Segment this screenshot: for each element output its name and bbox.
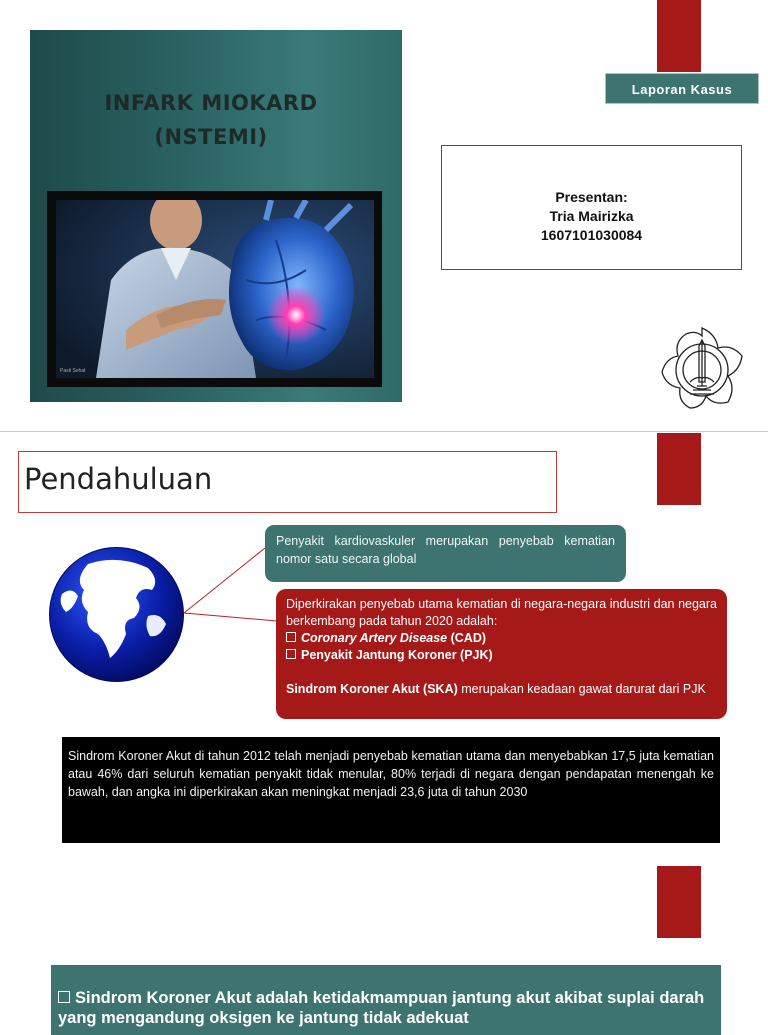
list-item-pjk: [286, 647, 717, 664]
ska-sentence: [286, 681, 717, 698]
university-logo-icon: [656, 322, 748, 414]
heart-attack-illustration: [56, 200, 374, 378]
ska-rest: merupakan keadaan gawat darurat dari PJK: [457, 682, 706, 696]
list-item-cad: [286, 630, 717, 647]
presenter-label: Presentan:: [555, 189, 628, 205]
title-line-2: (NSTEMI): [154, 125, 268, 149]
red-tab-top: [657, 0, 701, 72]
heart-attack-photo: [56, 200, 374, 378]
cad-term: Coronary Artery Disease: [301, 631, 448, 645]
checkbox-bullet-icon: [286, 649, 296, 659]
pjk-term: Penyakit Jantung Koroner (PJK): [301, 648, 493, 662]
presenter-name: Tria Mairizka: [549, 208, 634, 224]
ska-term: Sindrom Koroner Akut (SKA): [286, 682, 458, 696]
red-tab-slide-3: [657, 866, 701, 938]
definition-bullet: [58, 988, 718, 1028]
slide-title-text: [30, 86, 392, 154]
checkbox-bullet-icon: [58, 991, 70, 1003]
slide-divider-1: [0, 431, 768, 432]
page-title: Pendahuluan: [24, 462, 213, 496]
presenter-id: 1607101030084: [540, 227, 643, 243]
definition-text: Sindrom Koroner Akut adalah ketidakmampuan jantung akut akibat suplai darah yang mengandung oksigen ke jantung tidak adekuat: [58, 989, 705, 1027]
title-line-1: INFARK MIOKARD: [104, 91, 318, 115]
globe-icon: [48, 546, 185, 683]
cad-abbr: (CAD): [447, 631, 487, 645]
checkbox-bullet-icon: [286, 632, 296, 642]
fact-box-red: [276, 589, 727, 719]
red-tab-slide-2: [657, 433, 701, 505]
presenter-info: [441, 188, 742, 245]
photo-caption: Pasti Sehat: [60, 368, 86, 374]
fact-box-teal: Penyakit kardiovaskuler merupakan penyebab kematian nomor satu secara global: [265, 525, 626, 582]
slide-title: [0, 0, 768, 430]
report-type-tag: Laporan Kasus: [605, 73, 759, 104]
red-box-intro: Diperkirakan penyebab utama kematian di negara-negara industri dan negara berkembang pada tahun 2020 adalah:: [286, 597, 717, 628]
statistic-box: Sindrom Koroner Akut di tahun 2012 telah menjadi penyebab kematian utama dan menyebabkan 17,5 juta kematian atau 46% dari seluruh kematian penyakit tidak menular, 80% terjadi di negara dengan pendapatan menengah ke bawah, dan angka ini diperkirakan akan meningkat menjadi 23,6 juta di tahun 2030: [62, 737, 720, 843]
